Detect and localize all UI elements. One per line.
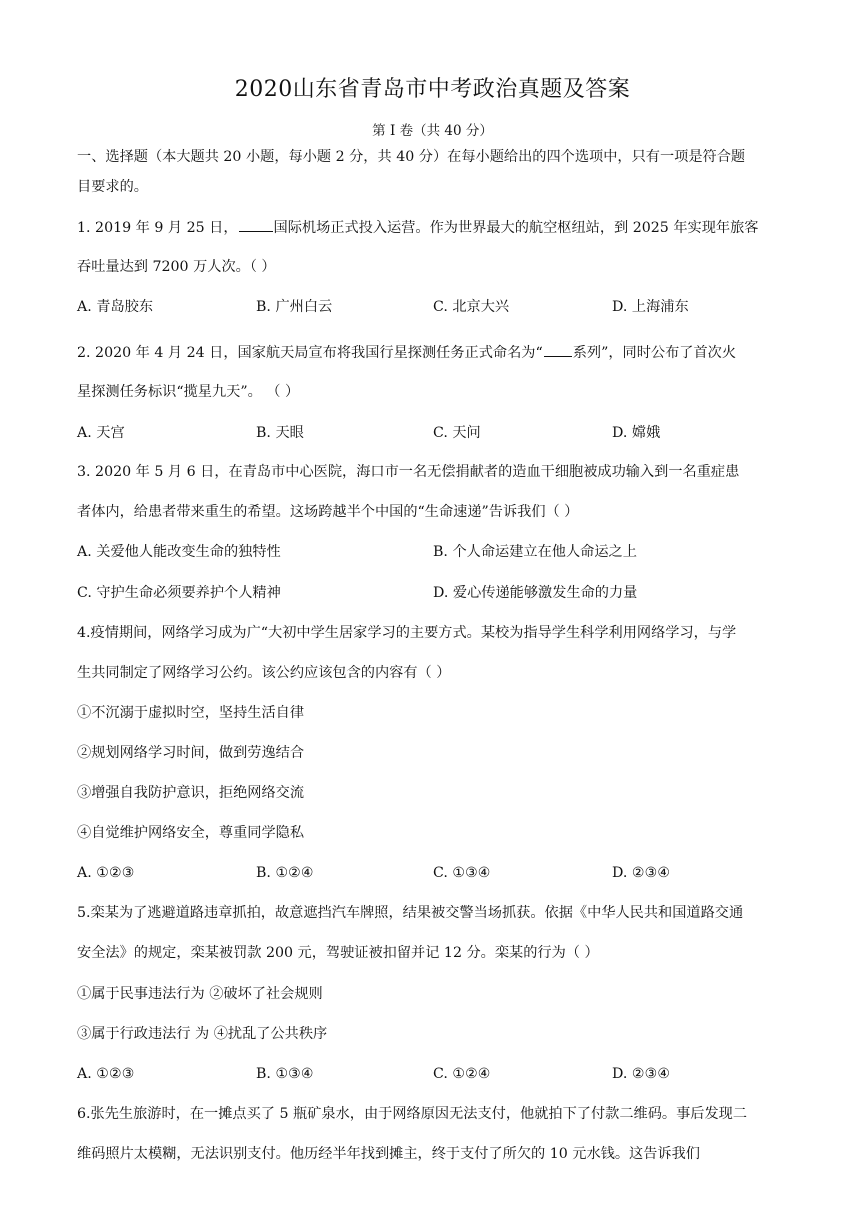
option-a: A. ①②③: [77, 865, 135, 881]
option-b: B. ①③④: [256, 1066, 314, 1082]
option-b: B. 广州白云: [256, 299, 333, 315]
option-c: C. ①③④: [433, 865, 491, 881]
option-c: C. 天问: [433, 425, 481, 441]
option-d: D. 爱心传递能够激发生命的力量: [433, 585, 638, 601]
section-instructions-cont: 目要求的。: [77, 179, 148, 195]
option-b: B. 天眼: [256, 425, 304, 441]
option-c: C. ①②④: [433, 1066, 491, 1082]
answer-blank: [544, 342, 572, 357]
option-a: A. 关爱他人能改变生命的独特性: [77, 544, 281, 560]
question-1: [77, 217, 758, 238]
question-3-cont: 者体内，给患者带来重生的希望。这场跨越半个中国的“生命速递”告诉我们（ ）: [77, 504, 579, 520]
question-4: 4.疫情期间，网络学习成为广“大初中学生居家学习的主要方式。某校为指导学生科学利用网络学习，与学: [77, 625, 737, 641]
answer-blank: [239, 217, 273, 232]
question-1-text-b: 国际机场正式投入运营。作为世界最大的航空枢纽站，到 2025 年实现年旅客: [273, 220, 759, 236]
question-2-text-b: 系列”，同时公布了首次火: [572, 345, 737, 361]
statement-item: ①不沉溺于虚拟时空，坚持生活自律: [77, 705, 305, 721]
option-d: D. 嫦娥: [612, 425, 661, 441]
statement-item: ④自觉维护网络安全，尊重同学隐私: [77, 825, 305, 841]
question-6: 6.张先生旅游时，在一摊点买了 5 瓶矿泉水，由于网络原因无法支付，他就拍下了付款二维码。事后发现二: [77, 1106, 748, 1122]
option-c: C. 北京大兴: [433, 299, 510, 315]
statement-item: ②规划网络学习时间，做到劳逸结合: [77, 745, 305, 761]
question-2: [77, 342, 736, 363]
option-d: D. ②③④: [612, 865, 671, 881]
question-5: 5.栾某为了逃避道路违章抓拍，故意遮挡汽车牌照，结果被交警当场抓获。依据《中华人民共和国道路交通: [77, 905, 744, 921]
statement-item: ③增强自我防护意识，拒绝网络交流: [77, 785, 305, 801]
option-a: A. 天宫: [77, 425, 125, 441]
statement-item: ③属于行政违法行 为 ④扰乱了公共秩序: [77, 1026, 328, 1042]
section-subtitle: 第 I 卷（共 40 分）: [372, 123, 493, 139]
statement-item: ①属于民事违法行为 ②破坏了社会规则: [77, 986, 323, 1002]
question-4-cont: 生共同制定了网络学习公约。该公约应该包含的内容有（ ）: [77, 665, 451, 681]
option-b: B. 个人命运建立在他人命运之上: [433, 544, 637, 560]
section-instructions: 一、选择题（本大题共 20 小题，每小题 2 分，共 40 分）在每小题给出的四个选项中，只有一项是符合题: [77, 149, 746, 165]
option-d: D. 上海浦东: [612, 299, 689, 315]
option-b: B. ①②④: [256, 865, 314, 881]
question-3: 3. 2020 年 5 月 6 日，在青岛市中心医院，海口市一名无偿捐献者的造血干细胞被成功输入到一名重症患: [77, 464, 740, 480]
question-6-cont: 维码照片太模糊，无法识别支付。他历经半年找到摊主，终于支付了所欠的 10 元水钱。这告诉我们: [77, 1146, 700, 1162]
option-a: A. ①②③: [77, 1066, 135, 1082]
option-d: D. ②③④: [612, 1066, 671, 1082]
document-title: 2020山东省青岛市中考政治真题及答案: [234, 77, 631, 102]
option-a: A. 青岛胶东: [77, 299, 154, 315]
question-1-cont: 吞吐量达到 7200 万人次。（ ）: [77, 259, 276, 275]
question-5-cont: 安全法》的规定，栾某被罚款 200 元，驾驶证被扣留并记 12 分。栾某的行为（ ）: [77, 945, 599, 961]
option-c: C. 守护生命必须要养护个人精神: [77, 585, 281, 601]
question-2-text-a: 2. 2020 年 4 月 24 日，国家航天局宣布将我国行星探测任务正式命名为“: [77, 345, 543, 361]
question-1-text-a: 1. 2019 年 9 月 25 日，: [77, 220, 238, 236]
question-2-cont: 星探测任务标识“揽星九天”。 （ ）: [77, 384, 300, 400]
